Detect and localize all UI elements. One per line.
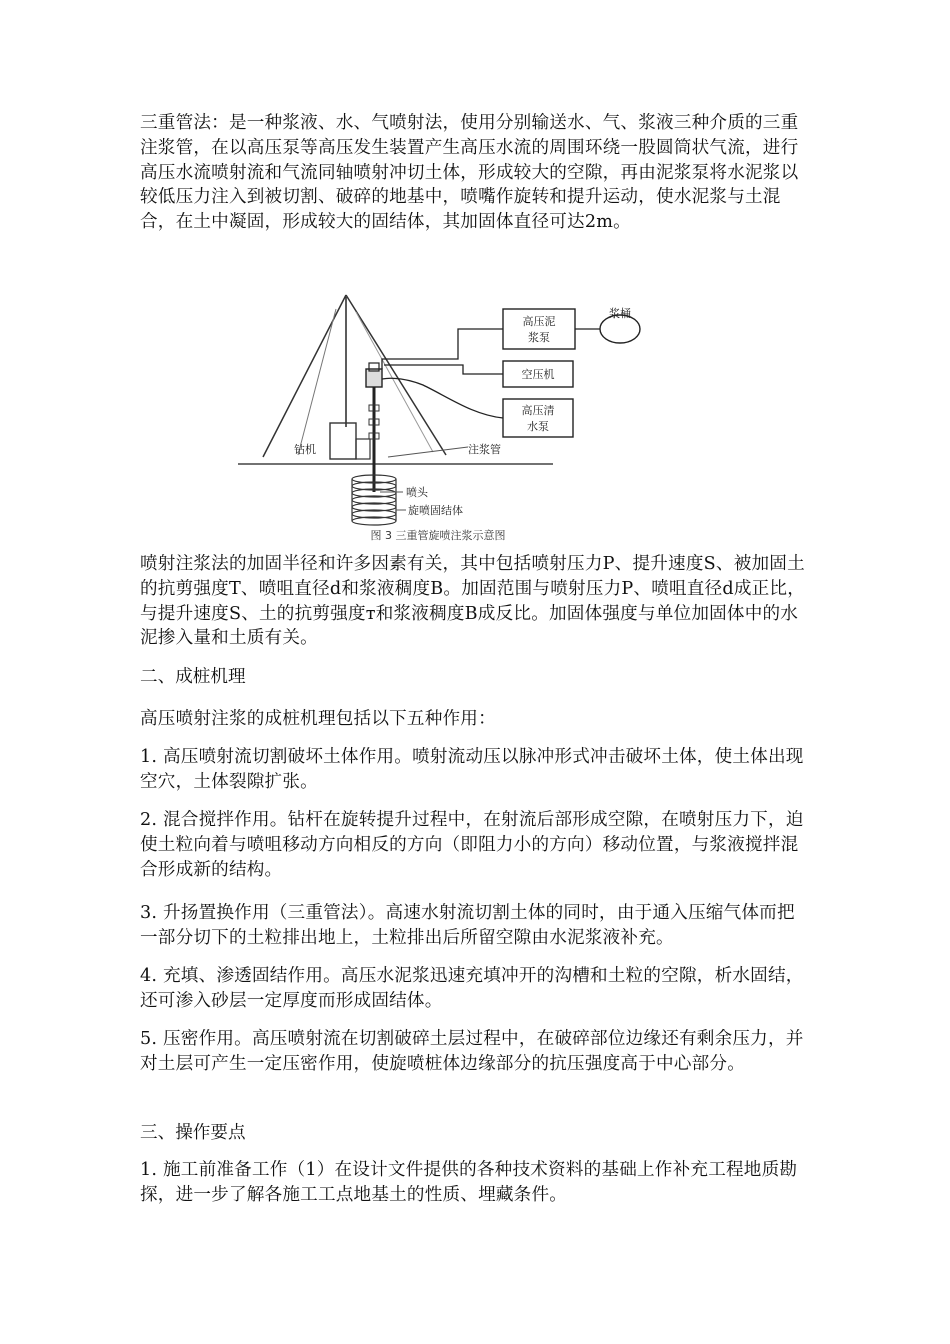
- section-3-heading: 三、操作要点: [140, 1123, 246, 1143]
- swivel-head: [366, 369, 382, 387]
- figure-caption: 图 3 三重管旋喷注浆示意图: [370, 529, 506, 542]
- nozzle-label: 喷头: [406, 486, 428, 499]
- radius-factors-paragraph: 喷射注浆法的加固半径和许多因素有关，其中包括喷射压力P、提升速度S、被加固土的抗剪强度T、喷咀直径d和浆液稠度B。加固范围与喷射压力P、喷咀直径d成正比，与提升速度S、土的抗剪强度т和浆液稠度B成反比。加固体强度与单位加固体中的水泥掺入量和土质有关。: [140, 554, 806, 649]
- drill-label: 钻机: [294, 443, 316, 456]
- mechanism-item-4: 4. 充填、渗透固结作用。高压水泥浆迅速充填冲开的沟槽和土粒的空隙，析水固结，还可渗入砂层一定厚度而形成固结体。: [140, 966, 804, 1011]
- water-pump-label-2: 水泵: [527, 420, 549, 433]
- air-compressor-label: 空压机: [521, 368, 555, 381]
- grout-pipe-label: 注浆管: [468, 443, 501, 456]
- mechanism-item-3: 3. 升扬置换作用（三重管法）。高速水射流切割土体的同时，由于通入压缩气体而把一部分切下的土粒排出地上，土粒排出后所留空隙由水泥浆液补充。: [140, 903, 795, 948]
- section-2-heading: 二、成桩机理: [140, 667, 246, 687]
- section-2-intro: 高压喷射注浆的成桩机理包括以下五种作用：: [140, 709, 496, 729]
- jet-grout-body: [352, 475, 396, 525]
- drill-machine-base: [330, 423, 356, 459]
- mechanism-item-1: 1. 高压喷射流切割破坏土体作用。喷射流动压以脉冲形式冲击破坏土体，使土体出现空穴，土体裂隙扩张。: [140, 747, 804, 792]
- intro-paragraph: 三重管法：是一种浆液、水、气喷射法，使用分别输送水、气、浆液三种介质的三重注浆管，在以高压泵等高压发生装置产生高压水流的周围环绕一股圆筒状气流，进行高压水流喷射流和气流同轴喷射冲切土体，形成较大的空隙，再由泥浆泵将水泥浆以较低压力注入到被切割、破碎的地基中，喷嘴作旋转和提升运动，使水泥浆与土混合，在土中凝固，形成较大的固结体，其加固体直径可达2m。: [140, 113, 799, 233]
- mud-hose: [382, 329, 503, 369]
- slurry-tank-label: 浆桶: [609, 307, 631, 320]
- operation-item-1: 1. 施工前准备工作（1）在设计文件提供的各种技术资料的基础上作补充工程地质勘探，进一步了解各施工工点地基土的性质、埋藏条件。: [140, 1160, 798, 1205]
- jet-body-label: 旋喷固结体: [408, 504, 463, 517]
- tower-right-leg: [346, 295, 446, 455]
- water-pump-label-1: 高压清: [521, 404, 555, 417]
- mud-pump-label-1: 高压泥: [522, 315, 556, 328]
- triple-tube-jet-grouting-diagram: [228, 287, 648, 545]
- water-hose: [382, 378, 503, 418]
- air-hose: [384, 365, 503, 374]
- mud-pump-label-2: 浆泵: [528, 331, 550, 344]
- mechanism-item-2: 2. 混合搅拌作用。钻杆在旋转提升过程中，在射流后部形成空隙，在喷射压力下，迫使土粒向着与喷咀移动方向相反的方向（即阻力小的方向）移动位置，与浆液搅拌混合形成新的结构。: [140, 810, 804, 880]
- mechanism-item-5: 5. 压密作用。高压喷射流在切割破碎土层过程中，在破碎部位边缘还有剩余压力，并对土层可产生一定压密作用，使旋喷桩体边缘部分的抗压强度高于中心部分。: [140, 1029, 804, 1074]
